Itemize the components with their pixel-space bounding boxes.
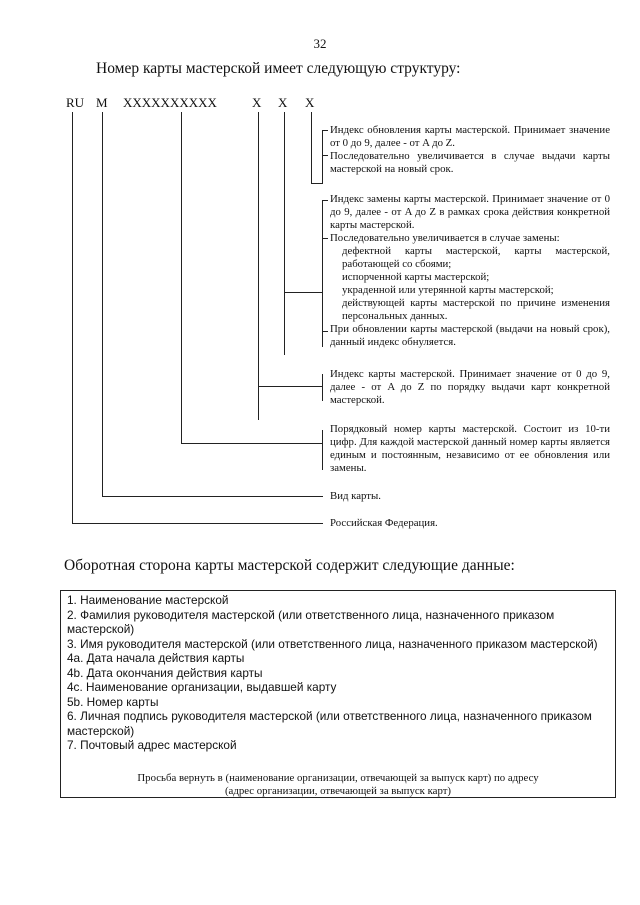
return-note: Просьба вернуть в (наименование организации, отвечающей за выпуск карт) по адресу (адрес организации, отвечающей за выпуск карт) bbox=[137, 772, 539, 797]
country-description: Российская Федерация. bbox=[330, 517, 438, 529]
code-part-card-index: X bbox=[252, 95, 262, 110]
code-part-serial: XXXXXXXXXX bbox=[123, 95, 217, 110]
serial-number-description: Порядковый номер карты мастерской. Состоит из 10-ти цифр. Для каждой мастерской данный номер карты является единым и постоянным, независимо от ее обновления или замены. bbox=[330, 423, 610, 474]
code-part-country: RU bbox=[66, 95, 85, 110]
list-item: 1. Наименование мастерской bbox=[67, 593, 229, 607]
code-part-type: M bbox=[96, 95, 108, 110]
reverse-title: Оборотная сторона карты мастерской содержит следующие данные: bbox=[64, 557, 515, 574]
reverse-data-box bbox=[60, 590, 616, 798]
list-item: 5b. Номер карты bbox=[67, 694, 159, 709]
replacement-index-description: Индекс замены карты мастерской. Принимает значение от 0 до 9, далее - от A до Z в рамках срока действия конкретной карты мастерской. Последовательно увеличивается в случае замены: дефектной карты мастерской, карты мастерской, работающей со сбоями; испорченной карты мастерской; украденной или утерянной карты мастерской; действующей карты мастерской по причине изменения персональных данных. При обновлении карты мастерской (выдачи на новый срок), данный индекс обнуляется. bbox=[330, 193, 610, 348]
code-part-replacement-index: X bbox=[278, 95, 288, 110]
list-item: 4a. Дата начала действия карты bbox=[67, 651, 245, 665]
update-index-description: Индекс обновления карты мастерской. Принимает значение от 0 до 9, далее - от A до Z. Последовательно увеличивается в случае выдачи карты мастерской на новый срок. bbox=[330, 124, 610, 175]
list-item: 4b. Дата окончания действия карты bbox=[67, 665, 263, 680]
card-index-description: Индекс карты мастерской. Принимает значение от 0 до 9, далее - от A до Z по порядку выдачи карт конкретной мастерской. bbox=[330, 368, 610, 406]
list-item: 4c. Наименование организации, выдавшей карту bbox=[67, 680, 337, 694]
structure-title: Номер карты мастерской имеет следующую структуру: bbox=[96, 60, 461, 77]
reverse-items-list bbox=[67, 593, 609, 753]
code-part-update-index: X bbox=[305, 95, 315, 110]
card-type-description: Вид карты. bbox=[330, 490, 381, 502]
list-item: 7. Почтовый адрес мастерской bbox=[67, 738, 237, 752]
page-number: 32 bbox=[313, 36, 327, 51]
list-item: 6. Личная подпись руководителя мастерской (или ответственного лица, назначенного приказом мастерской) bbox=[67, 709, 592, 738]
list-item: 2. Фамилия руководителя мастерской (или ответственного лица, назначенного приказом мастерской) bbox=[67, 607, 555, 636]
list-item: 3. Имя руководителя мастерской (или ответственного лица, назначенного приказом мастерской) bbox=[67, 636, 598, 651]
